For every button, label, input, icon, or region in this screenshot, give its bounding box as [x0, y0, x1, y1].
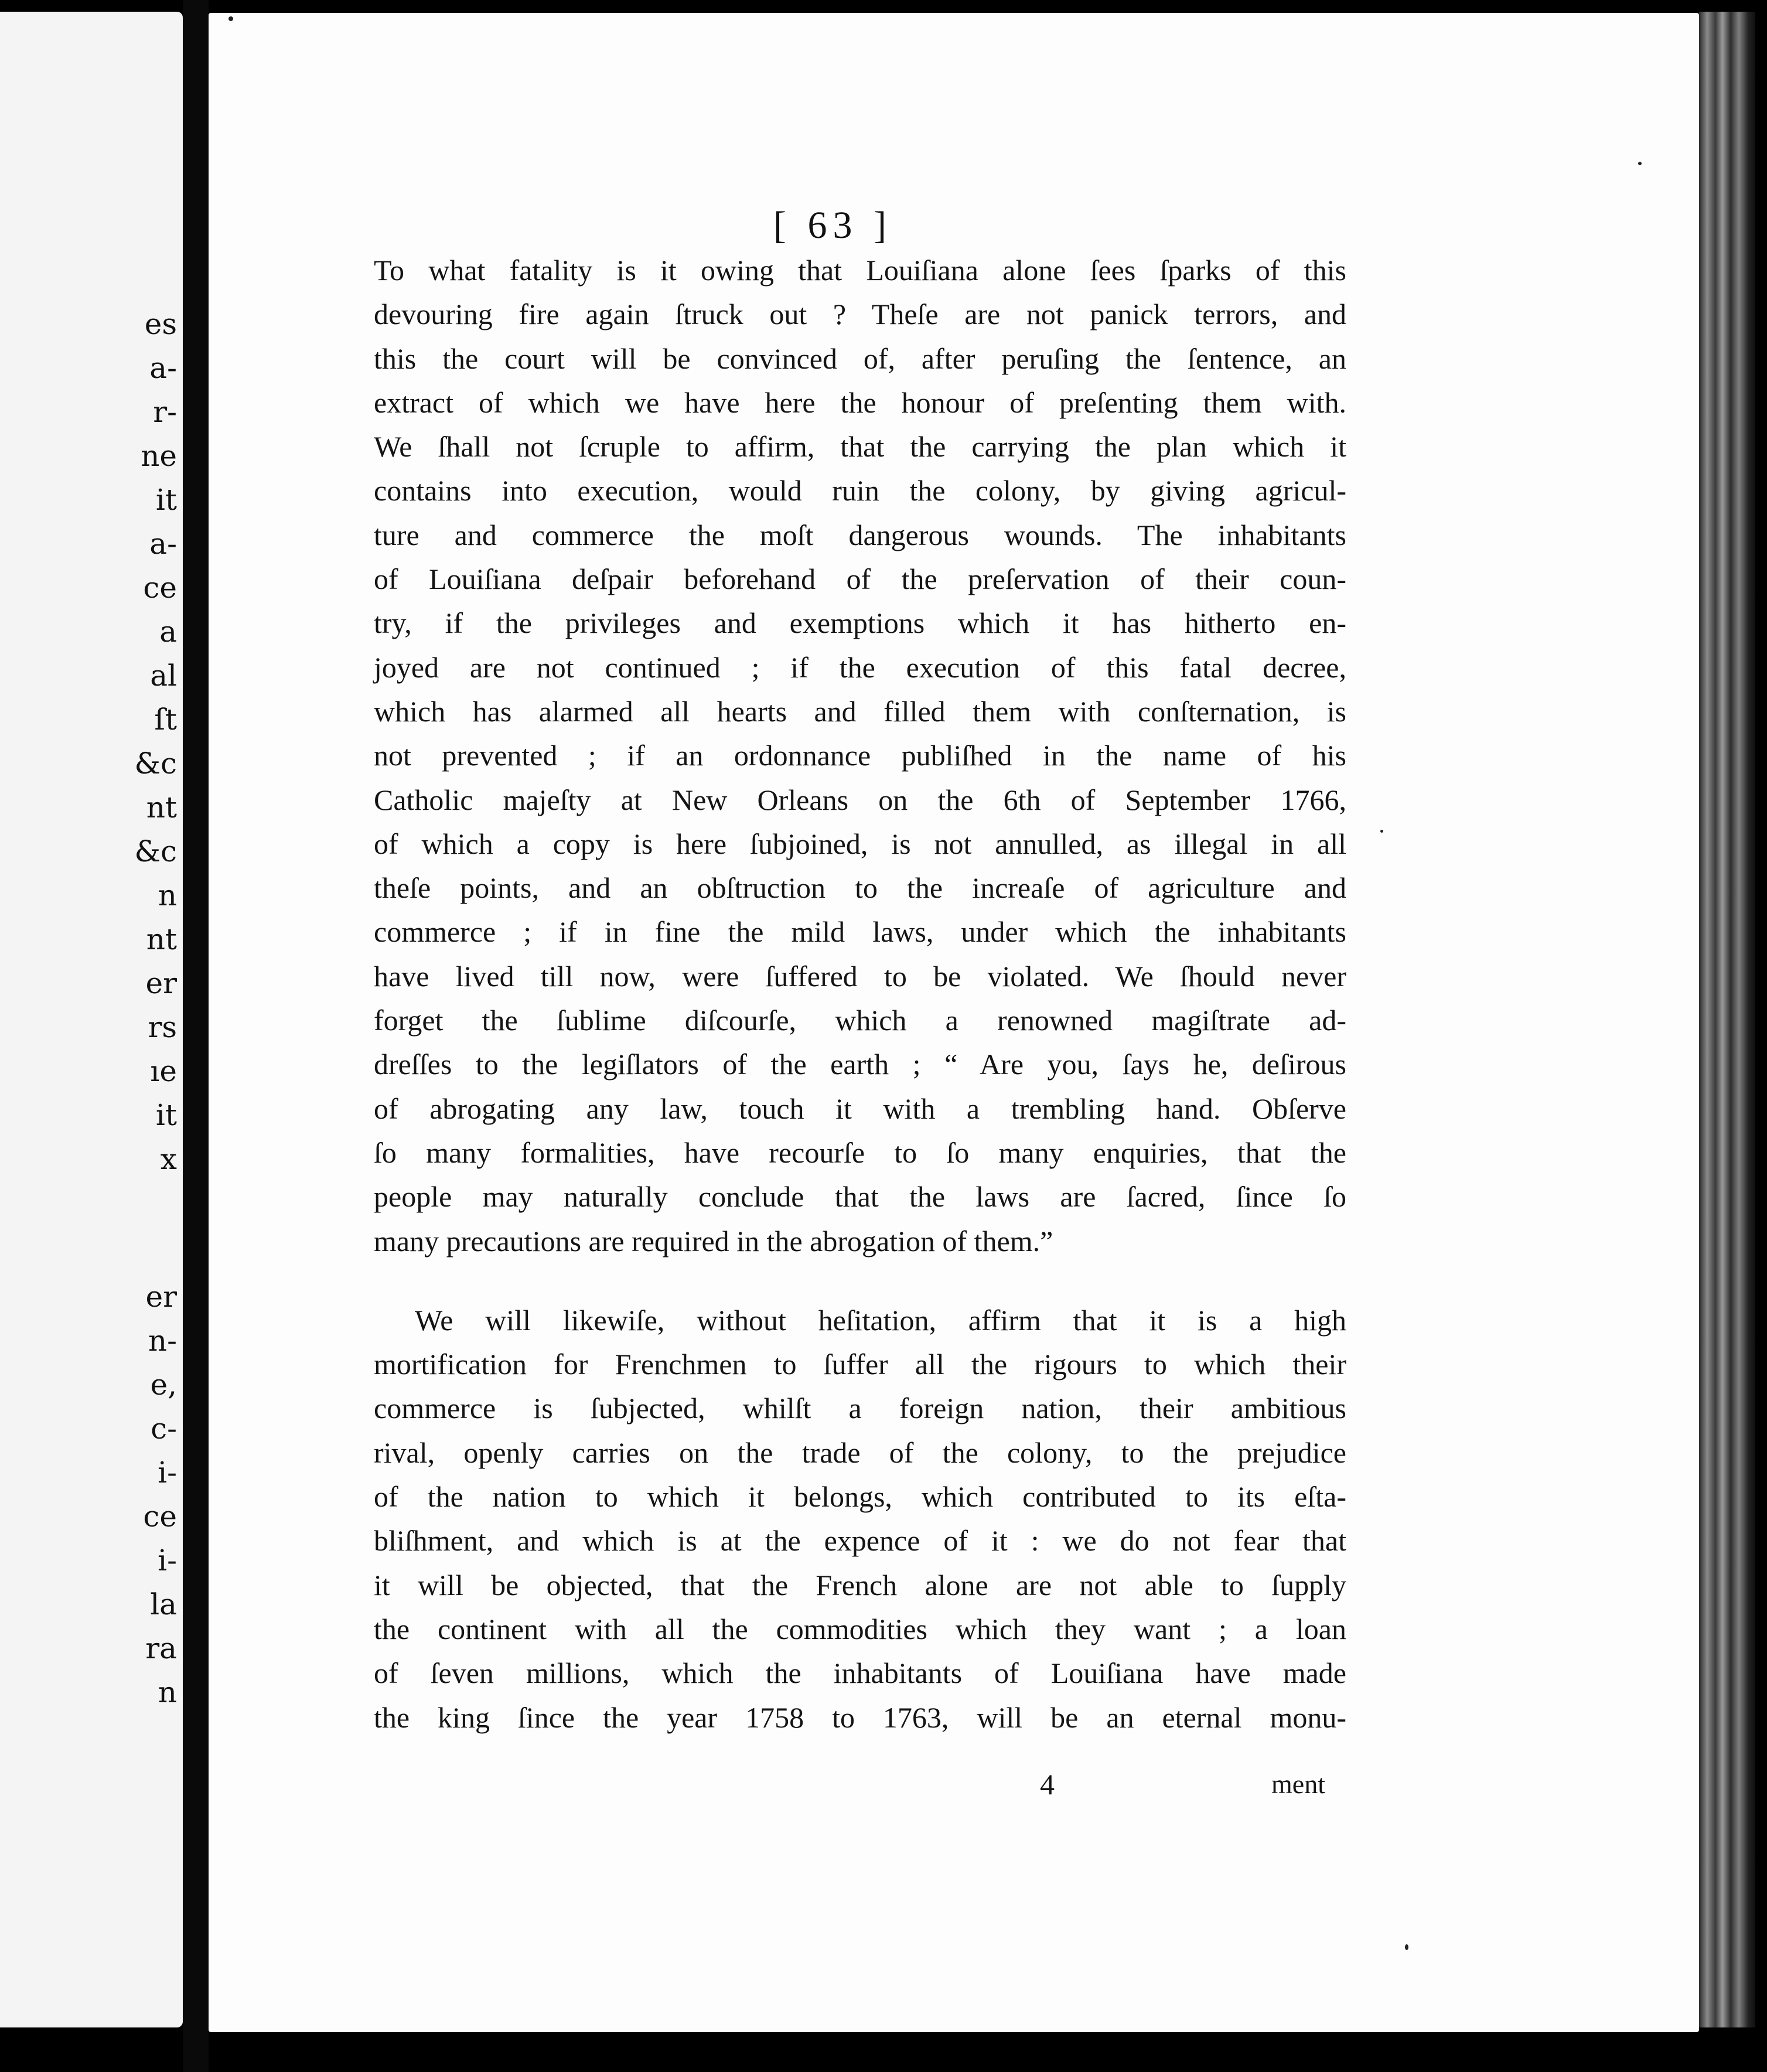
text-line: not prevented ; if an ordonnance publiſhed in the name of his: [374, 739, 1346, 772]
text-line: try, if the privileges and exemptions which it has hitherto en-: [374, 606, 1346, 640]
left-page-fragment: er: [145, 1280, 177, 1314]
left-page-fragment: la: [150, 1587, 177, 1621]
left-page-fragment: i-: [158, 1456, 177, 1490]
left-page-fragment: ce: [143, 1500, 177, 1533]
left-page-fragment: e,: [150, 1368, 177, 1402]
left-page-fragment: a-: [149, 351, 177, 385]
left-page-fragment: &c: [134, 747, 177, 781]
text-line: dreſſes to the legiſlators of the earth ; “ Are you, ſays he, deſirous: [374, 1048, 1346, 1081]
text-line: ture and commerce the moſt dangerous wounds. The inhabitants: [374, 518, 1346, 551]
left-page-fragment: it: [155, 483, 177, 517]
text-line: To what fatality is it owing that Louiſiana alone ſees ſparks of this: [374, 254, 1346, 287]
dust-speck: [1380, 830, 1383, 833]
left-page-fragment: n-: [148, 1324, 177, 1358]
left-page-fragment: r-: [153, 395, 177, 429]
text-line: ſo many formalities, have recourſe to ſo many enquiries, that the: [374, 1136, 1346, 1169]
dust-speck: [1405, 1944, 1408, 1950]
left-page-fragment: c-: [151, 1412, 177, 1446]
text-line: rival, openly carries on the trade of the colony, to the prejudice: [374, 1436, 1346, 1469]
left-page-edge: [0, 12, 183, 2027]
text-line: this the court will be convinced of, after peruſing the ſentence, an: [374, 342, 1346, 375]
text-line: theſe points, and an obſtruction to the increaſe of agriculture and: [374, 871, 1346, 905]
left-page-fragment: ce: [143, 571, 177, 605]
left-page-fragment: er: [145, 966, 177, 1000]
left-page-fragment: es: [144, 307, 177, 341]
text-line: people may naturally conclude that the laws are ſacred, ſince ſo: [374, 1180, 1346, 1214]
left-page-fragment: nt: [146, 790, 177, 824]
text-line: Catholic majeſty at New Orleans on the 6th of September 1766,: [374, 783, 1346, 816]
text-line: of abrogating any law, touch it with a trembling hand. Obſerve: [374, 1092, 1346, 1125]
text-line: which has alarmed all hearts and filled them with conſternation, is: [374, 694, 1346, 728]
text-line: many precautions are required in the abrogation of them.”: [374, 1224, 1053, 1257]
page-number-header: [ 63 ]: [773, 204, 892, 247]
page-edges-strip: [1699, 12, 1755, 2027]
left-page-fragment: a-: [149, 527, 177, 561]
text-line: extract of which we have here the honour of preſenting them with.: [374, 386, 1346, 419]
dust-speck: [1638, 162, 1642, 165]
left-page-fragment: n: [158, 1675, 177, 1709]
signature-mark: 4: [1040, 1768, 1055, 1801]
text-line: it will be objected, that the French alone are not able to ſupply: [374, 1568, 1346, 1601]
text-line: devouring fire again ſtruck out ? Theſe are not panick terrors, and: [374, 298, 1346, 331]
left-page-fragment: n: [158, 878, 177, 912]
text-line: We ſhall not ſcruple to affirm, that the carrying the plan which it: [374, 430, 1346, 464]
text-line: of ſeven millions, which the inhabitants of Louiſiana have made: [374, 1657, 1346, 1690]
text-line: commerce is ſubjected, whilſt a foreign nation, their ambitious: [374, 1392, 1346, 1425]
text-line: of which a copy is here ſubjoined, is not annulled, as illegal in all: [374, 827, 1346, 860]
text-line: of the nation to which it belongs, which contributed to its eſta-: [374, 1480, 1346, 1514]
left-page-fragment: x: [160, 1142, 177, 1176]
left-page-fragment: it: [155, 1098, 177, 1132]
text-line: of Louiſiana deſpair beforehand of the preſervation of their coun-: [374, 563, 1346, 596]
text-line: mortification for Frenchmen to ſuffer all the rigours to which their: [374, 1348, 1346, 1381]
text-line: joyed are not continued ; if the execution of this fatal decree,: [374, 650, 1346, 684]
dust-speck: [228, 16, 233, 21]
catchword: ment: [1271, 1769, 1325, 1799]
book-gutter: [183, 0, 209, 2072]
left-page-fragment: nt: [146, 922, 177, 956]
left-page-fragment: ıe: [150, 1054, 177, 1088]
text-line: the continent with all the commodities which they want ; a loan: [374, 1612, 1346, 1645]
page-body: [374, 248, 1346, 1740]
text-line: We will likewiſe, without heſitation, affirm that it is a high: [415, 1303, 1346, 1337]
text-line: have lived till now, were ſuffered to be violated. We ſhould never: [374, 959, 1346, 993]
left-page-fragment: i-: [158, 1543, 177, 1577]
left-page-fragment: al: [150, 659, 177, 693]
text-line: contains into execution, would ruin the colony, by giving agricul-: [374, 474, 1346, 507]
left-page-fragment: ſt: [154, 703, 177, 737]
left-page-fragment: ra: [145, 1631, 177, 1665]
text-line: bliſhment, and which is at the expence of it : we do not fear that: [374, 1524, 1346, 1558]
left-page-fragment: &c: [134, 834, 177, 868]
left-page-fragment: ne: [141, 439, 177, 473]
left-page-fragment: a: [159, 615, 177, 649]
text-line: the king ſince the year 1758 to 1763, will be an eternal monu-: [374, 1700, 1346, 1734]
text-line: commerce ; if in fine the mild laws, under which the inhabitants: [374, 915, 1346, 949]
left-page-fragment: rs: [148, 1010, 177, 1044]
paragraph-gap: [374, 1263, 1346, 1299]
text-line: forget the ſublime diſcourſe, which a renowned magiſtrate ad-: [374, 1004, 1346, 1037]
